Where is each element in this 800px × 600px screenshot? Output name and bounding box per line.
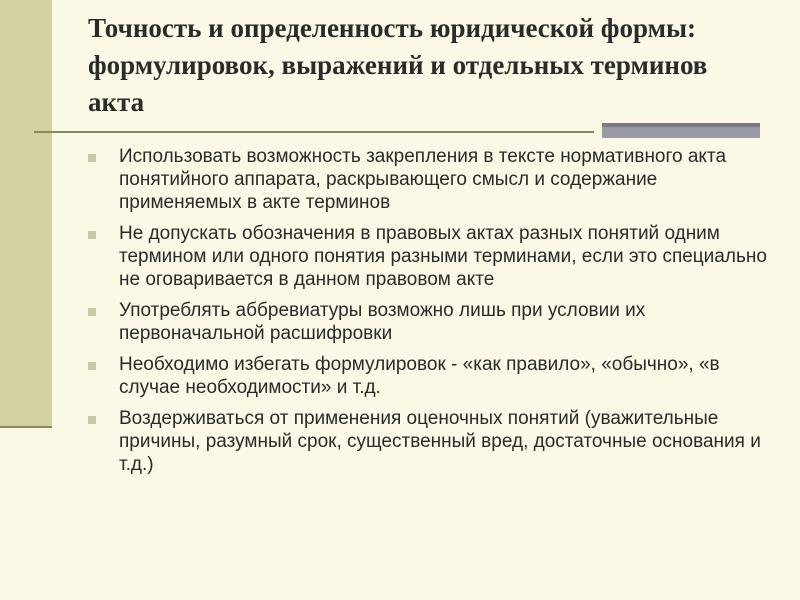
bullet-text: Необходимо избегать формулировок - «как правило», «обычно», «в случае необходимости» и т.д. xyxy=(119,354,720,398)
square-bullet-icon xyxy=(88,362,96,370)
title-divider-accent-top xyxy=(602,123,760,127)
square-bullet-icon xyxy=(88,231,96,239)
left-bar-underline xyxy=(0,426,52,428)
bullet-item xyxy=(88,145,768,214)
bullet-item xyxy=(88,299,768,345)
square-bullet-icon xyxy=(88,416,96,424)
bullet-item xyxy=(88,222,768,291)
left-decorative-bar xyxy=(0,0,52,426)
bullet-text: Употреблять аббревиатуры возможно лишь при условии их первоначальной расшифровки xyxy=(119,300,646,344)
bullet-list xyxy=(88,145,768,484)
bullet-item xyxy=(88,353,768,399)
bullet-text: Воздерживаться от применения оценочных понятий (уважительные причины, разумный срок, существенный вред, достаточные основания и т.д.) xyxy=(119,408,761,475)
bullet-text: Не допускать обозначения в правовых актах разных понятий одним термином или одного понятия разными терминами, если это специально не оговаривается в данном правовом акте xyxy=(119,223,767,290)
bullet-text: Использовать возможность закрепления в тексте нормативного акта понятийного аппарата, раскрывающего смысл и содержание применяемых в акте терминов xyxy=(119,146,727,213)
square-bullet-icon xyxy=(88,308,96,316)
square-bullet-icon xyxy=(88,154,96,162)
title-divider xyxy=(34,131,594,133)
slide-title: Точность и определенность юридической формы: формулировок, выражений и отдельных терминов акта xyxy=(88,13,708,117)
bullet-item xyxy=(88,407,768,476)
